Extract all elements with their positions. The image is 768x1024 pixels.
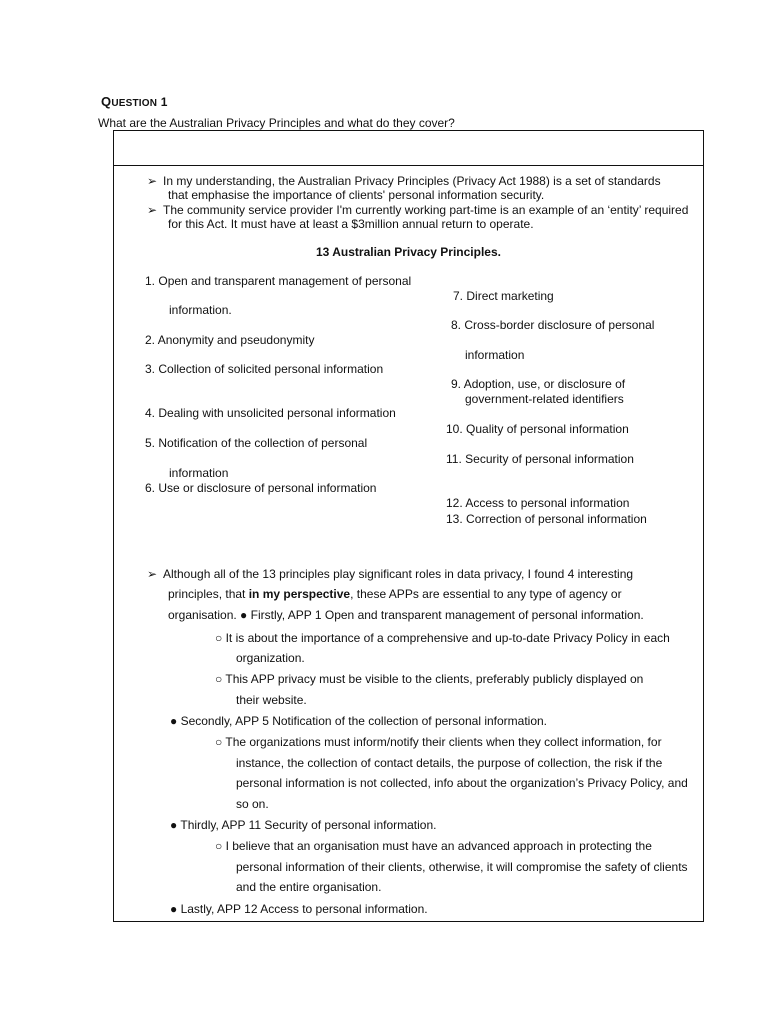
principle-1: 1. Open and transparent management of personal <box>145 274 412 288</box>
app11-bullet: ● Thirdly, APP 11 Security of personal information. <box>170 818 437 832</box>
principle-4: 4. Dealing with unsolicited personal information <box>145 406 396 420</box>
principle-10: 10. Quality of personal information <box>446 422 629 436</box>
intro-bullet-1 <box>147 174 661 188</box>
app11-point: ○ I believe that an organisation must have an advanced approach in protecting the <box>215 839 652 853</box>
principle-13: 13. Correction of personal information <box>446 512 647 526</box>
app11-point-cont-1: personal information of their clients, otherwise, it will compromise the safety of clients <box>236 860 688 874</box>
intro-line-2a: The community service provider I'm currently working part-time is an example of an ‘entity’ required <box>163 203 689 217</box>
question-number: 1 <box>160 95 168 109</box>
app1-point-2: ○ This APP privacy must be visible to the clients, preferably publicly displayed on <box>215 672 644 686</box>
question-label-rest: UESTION <box>111 98 158 109</box>
app5-bullet: ● Secondly, APP 5 Notification of the collection of personal information. <box>170 714 548 728</box>
principle-7: 7. Direct marketing <box>453 289 554 303</box>
principle-11: 11. Security of personal information <box>446 452 634 466</box>
app1-point-1-cont: organization. <box>236 651 305 665</box>
principle-8: 8. Cross-border disclosure of personal <box>451 318 655 332</box>
principle-8-cont: information <box>465 348 525 362</box>
discussion-line-1: ➢ Although all of the 13 principles play significant roles in data privacy, I found 4 interesting <box>147 567 634 581</box>
emphasis-text: in my perspective <box>248 587 351 601</box>
principle-5-cont: information <box>169 466 229 480</box>
question-title <box>101 94 168 109</box>
principle-9: 9. Adoption, use, or disclosure of <box>451 377 626 391</box>
intro-bullet-2 <box>147 203 688 217</box>
principle-1-cont: information. <box>169 303 232 317</box>
app1-point-1: ○ It is about the importance of a comprehensive and up-to-date Privacy Policy in each <box>215 631 670 645</box>
intro-line-1b: that emphasise the importance of clients' personal information security. <box>168 188 545 202</box>
principle-6: 6. Use or disclosure of personal information <box>145 481 377 495</box>
question-label-initial: Q <box>101 94 112 109</box>
intro-line-1a: In my understanding, the Australian Privacy Principles (Privacy Act 1988) is a set of standards <box>163 174 661 188</box>
arrow-bullet-icon: ➢ <box>147 174 158 188</box>
arrow-bullet-icon: ➢ <box>147 567 158 581</box>
question-text: What are the Australian Privacy Principles and what do they cover? <box>98 116 455 130</box>
answer-box-divider <box>113 165 704 166</box>
principle-2: 2. Anonymity and pseudonymity <box>145 333 315 347</box>
principles-heading: 13 Australian Privacy Principles. <box>316 245 501 259</box>
principle-9-cont: government-related identifiers <box>465 392 624 406</box>
principle-5: 5. Notification of the collection of personal <box>145 436 368 450</box>
principle-3: 3. Collection of solicited personal information <box>145 362 384 376</box>
app5-point: ○ The organizations must inform/notify their clients when they collect information, for <box>215 735 662 749</box>
intro-line-2b: for this Act. It must have at least a $3million annual return to operate. <box>168 217 534 231</box>
app1-point-2-cont: their website. <box>236 693 307 707</box>
discussion-line-3: organisation. ● Firstly, APP 1 Open and transparent management of personal information. <box>168 608 644 622</box>
discussion-line-2: principles, that in my perspective, these APPs are essential to any type of agency or <box>168 587 622 601</box>
app12-bullet: ● Lastly, APP 12 Access to personal information. <box>170 902 428 916</box>
app5-point-cont-1: instance, the collection of contact details, the purpose of collection, the risk if the <box>236 756 663 770</box>
app11-point-cont-2: and the entire organisation. <box>236 880 382 894</box>
principle-12: 12. Access to personal information <box>446 496 630 510</box>
app5-point-cont-3: so on. <box>236 797 269 811</box>
app5-point-cont-2: personal information is not collected, info about the organization’s Privacy Policy, and <box>236 776 688 790</box>
arrow-bullet-icon: ➢ <box>147 203 158 217</box>
